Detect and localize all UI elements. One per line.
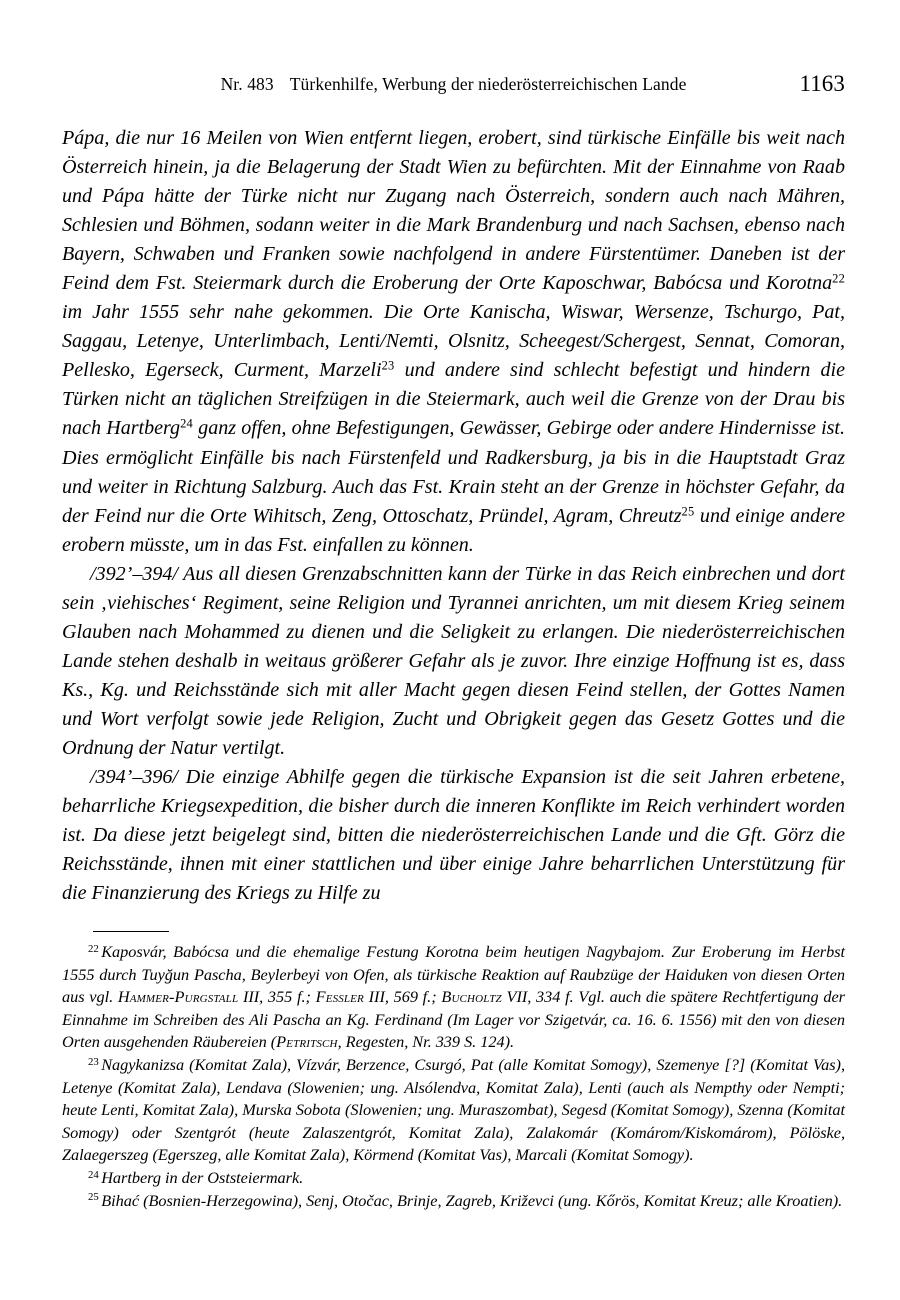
footnote-23: $^{23}$ Nagykanizsa (Komitat Zala), Vízvár, Berzence, Csurgó, Pat (alle Komitat Somogy), Szemenye [?] (Komitat Vas), Letenye (Komitat Zala), Lendava (Slowenien; ung. Alsólendva, Komitat Zala), Lenti (auch als Nempthy oder Nempti; heute Lenti, Komitat Zala), Murska Sobota (Slowenien; ung. Muraszombat), Segesd (Komitat Somogy), Szenna (Komitat Somogy) oder Szentgrót (heute Zalaszentgrót, Komitat Zala), Zalakomár (Komárom/Kiskomárom), Pölöske, Zalaegerszeg (Egerszeg, alle Komitat Zala), Körmend (Komitat Vas), Marcali (Komitat Somogy). [62,1054,845,1165]
running-head-title: Türkenhilfe, Werbung der niederösterreichischen Lande [289,74,687,94]
footnote-number: 23 [88,1055,99,1068]
cited-author-name: Hammer-Purgstall [117,987,239,1007]
footnote-reference-22[interactable]: 22 [832,271,845,286]
running-head-title-group [221,74,687,95]
body-paragraph: /394’–396/ Die einzige Abhilfe gegen die türkische Expansion ist die seit Jahren erbetene, beharrliche Kriegsexpedition, die bisher durch die inneren Konflikte im Reich verhindert worden ist. Da diese jetzt beigelegt sind, bitten die niederösterreichischen Lande und die Gft. Görz die Reichsstände, ihnen mit einer stattlichen und über einige Jahre beharrlichen Unterstützung für die Finanzierung des Kriegs zu Hilfe zu [62,766,845,905]
footnote-reference-24[interactable]: 24 [180,417,193,431]
cited-author-name: Fessler [315,987,364,1007]
body-text [62,124,845,908]
footnote-number: 22 [88,942,99,955]
page-number: 1163 [799,71,845,96]
footnote-reference-23[interactable]: 23 [381,358,395,373]
footnote-24: $^{24}$ Hartberg in der Oststeiermark. [88,1167,304,1187]
running-head-item-number: Nr. 483 [220,74,274,94]
footnote-separator-rule [93,931,169,932]
footnotes-section [62,941,845,1212]
footnote-25: $^{25}$ Bihać (Bosnien-Herzegowina), Senj, Otočac, Brinje, Zagreb, Križevci (ung. Kőrös, Komitat Kreuz; alle Kroatien). [88,1190,843,1210]
footnote-22: $^{22}$ Kaposvár, Babócsa und die ehemalige Festung Korotna beim heutigen Nagybajom. Zur Eroberung im Herbst 1555 durch Tuyğun Pascha, Beylerbeyi von Ofen, als türkische Reaktion auf Raubzüge der Haiduken von diesen Orten aus vgl. Hammer-Purgstall III, 355 f.; Fessler III, 569 f.; Bucholtz VII, 334 f. Vgl. auch die spätere Rechtfertigung der Einnahme im Schreiben des Ali Pascha an Kg. Ferdinand (Im Lager vor Szigetvár, ca. 16. 6. 1556) mit den von diesen Orten ausgehenden Räubereien (Petritsch, Regesten, Nr. 339 S. 124). [62,942,845,1052]
footnote-number: 24 [88,1168,99,1181]
footnote-reference-25[interactable]: 25 [681,504,695,519]
body-paragraph: Pápa, die nur 16 Meilen von Wien entfernt liegen, erobert, sind türkische Einfälle bis weit nach Österreich hinein, ja die Belagerung der Stadt Wien zu befürchten. Mit der Einnahme von Raab und Pápa hätte der Türke nicht nur Zugang nach Österreich, sondern auch nach Mähren, Schlesien und Böhmen, sodann weiter in die Mark Brandenburg und nach Sachsen, ebenso nach Bayern, Schwaben und Franken sowie nachfolgend in andere Fürstentümer. Daneben ist der Feind dem Fst. Steiermark durch die Eroberung der Orte Kaposchwar, Babócsa und Korotna$^{22}$ im Jahr 1555 sehr nahe gekommen. Die Orte Kanischa, Wiswar, Wersenze, Tschurgo, Pat, Saggau, Letenye, Unterlimbach, Lenti/Nemti, Olsnitz, Scheegest/Schergest, Sennat, Comoran, Pellesko, Egerseck, Curment, Marzeli$^{23}$ und andere sind schlecht befestigt und hindern die Türken nicht an täglichen Streifzügen in die Steiermark, auch weil die Grenze von der Drau bis nach Hartberg$^{24}$ ganz offen, ohne Befestigungen, Gewässer, Gebirge oder andere Hindernisse ist. Dies ermöglicht Einfälle bis nach Fürstenfeld und Radkersburg, ja bis in die Hauptstadt Graz und weiter in Richtung Salzburg. Auch das Fst. Krain steht an der Grenze in höchster Gefahr, da der Feind nur die Orte Wihitsch, Zeng, Ottoschatz, Pründel, Agram, Chreutz$^{25}$ und einige andere erobern müsste, um in das Fst. einfallen zu können. [62,127,846,556]
cited-author-name: Petritsch [276,1032,338,1052]
body-paragraph: /392’–394/ Aus all diesen Grenzabschnitten kann der Türke in das Reich einbrechen und dort sein ‚viehisches‘ Regiment, seine Religion und Tyrannei anrichten, um mit diesem Krieg seinem Glauben nach Mohammed zu dienen und die Seligkeit zu erlangen. Die niederösterreichischen Lande stehen deshalb in weitaus größerer Gefahr als je zuvor. Ihre einzige Hoffnung ist es, dass Ks., Kg. und Reichsstände sich mit aller Macht gegen diesen Feind stellen, der Gottes Namen und Wort verfolgt sowie jede Religion, Zucht und Obrigkeit gegen das Gesetz Gottes und die Ordnung der Natur vertilgt. [62,562,845,759]
cited-author-name: Bucholtz [441,987,502,1007]
footnote-number: 25 [88,1191,99,1204]
running-head [62,71,845,104]
